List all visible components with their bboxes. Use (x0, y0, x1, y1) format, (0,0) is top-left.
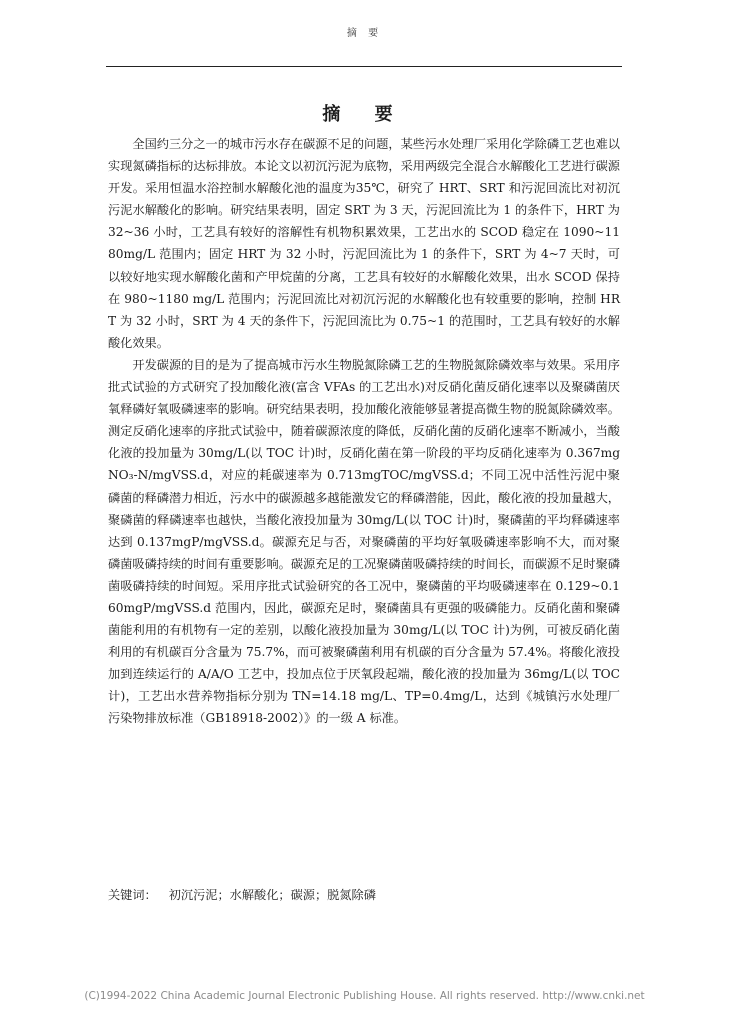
header-rule (106, 66, 622, 67)
running-header: 摘 要 (346, 28, 383, 39)
abstract-paragraph-1: 全国约三分之一的城市污水存在碳源不足的问题，某些污水处理厂采用化学除磷工艺也难以实现氮磷指标的达标排放。本论文以初沉污泥为底物，采用两级完全混合水解酸化工艺进行碳源开发。采用恒温水浴控制水解酸化池的温度为35℃，研究了 HRT、SRT 和污泥回流比对初沉污泥水解酸化的影响。研究结果表明，固定 SRT 为 3 天，污泥回流比为 1 的条件下，HRT 为 32~36 小时，工艺具有较好的溶解性有机物积累效果，工艺出水的 SCOD 稳定在 1090~1180mg/L 范围内；固定 HRT 为 32 小时，污泥回流比为 1 的条件下，SRT 为 4~7 天时，可以较好地实现水解酸化菌和产甲烷菌的分离，工艺具有较好的水解酸化效果，出水 SCOD 保持在 980~1180 mg/L 范围内；污泥回流比对初沉污泥的水解酸化也有较重要的影响，控制 HRT 为 32 小时，SRT 为 4 天的条件下，污泥回流比为 0.75~1 的范围时，工艺具有较好的水解酸化效果。 (108, 137, 620, 350)
abstract-paragraph-2: 开发碳源的目的是为了提高城市污水生物脱氮除磷工艺的生物脱氮除磷效率与效果。采用序批式试验的方式研究了投加酸化液(富含 VFAs 的工艺出水)对反硝化菌反硝化速率以及聚磷菌厌氧释磷好氧吸磷速率的影响。研究结果表明，投加酸化液能够显著提高微生物的脱氮除磷效率。测定反硝化速率的序批式试验中，随着碳源浓度的降低，反硝化菌的反硝化速率不断减小，当酸化液的投加量为 30mg/L(以 TOC 计)时，反硝化菌在第一阶段的平均反硝化速率为 0.367mgNO₃-N/mgVSS.d，对应的耗碳速率为 0.713mgTOC/mgVSS.d；不同工况中活性污泥中聚磷菌的释磷潜力相近，污水中的碳源越多越能激发它的释磷潜能，因此，酸化液的投加量越大，聚磷菌的释磷速率也越快，当酸化液投加量为 30mg/L(以 TOC 计)时，聚磷菌的平均释磷速率达到 0.137mgP/mgVSS.d。碳源充足与否，对聚磷菌的平均好氧吸磷速率影响不大，而对聚磷菌吸磷持续的时间有重要影响。碳源充足的工况聚磷菌吸磷持续的时间长，而碳源不足时聚磷菌吸磷持续的时间短。采用序批式试验研究的各工况中，聚磷菌的平均吸磷速率在 0.129~0.160mgP/mgVSS.d 范围内，因此，碳源充足时，聚磷菌具有更强的吸磷能力。反硝化菌和聚磷菌能利用的有机物有一定的差别，以酸化液投加量为 30mg/L(以 TOC 计)为例，可被反硝化菌利用的有机碳百分含量为 75.7%，而可被聚磷菌利用有机碳的百分含量为 57.4%。将酸化液投加到连续运行的 A/A/O 工艺中，投加点位于厌氧段起端，酸化液的投加量为 36mg/L(以 TOC 计)，工艺出水营养物指标分别为 TN=14.18 mg/L、TP=0.4mg/L，达到《城镇污水处理厂污染物排放标准（GB18918-2002）》的一级 A 标准。 (108, 357, 620, 726)
copyright-footer: (C)1994-2022 China Academic Journal Electronic Publishing House. All rights reserved. http://www.cnki.net (84, 990, 645, 1002)
keywords-text: 初沉污泥；水解酸化；碳源；脱氮除磷 (168, 888, 376, 902)
keywords-line (108, 886, 620, 904)
abstract-body (108, 133, 620, 730)
page-title: 摘 要 (322, 104, 407, 126)
keywords-label: 关键词： (108, 888, 157, 902)
